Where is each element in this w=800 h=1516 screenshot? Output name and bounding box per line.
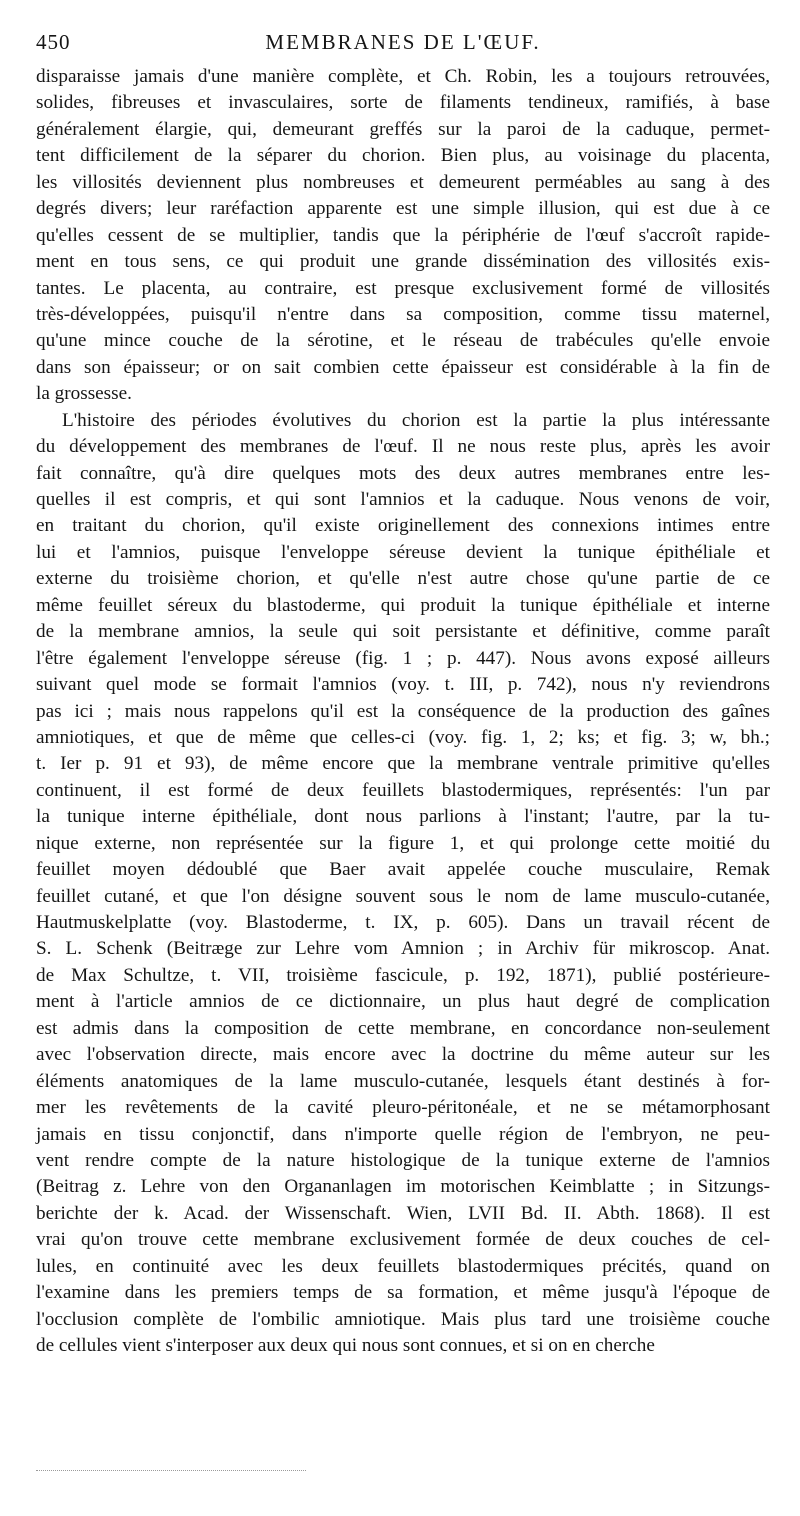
- text-line: de la membrane amnios, la seule qui soit persistante et définitive, comme paraît: [36, 621, 770, 643]
- text-line: jamais en tissu conjonctif, dans n'importe quelle région de l'embryon, ne peu-: [36, 1123, 770, 1145]
- text-line: nique externe, non représentée sur la figure 1, et qui prolonge cette moitié du: [36, 832, 770, 854]
- running-title: MEMBRANES DE L'ŒUF.: [265, 30, 541, 54]
- text-line: quelles il est compris, et qui sont l'amnios et la caduque. Nous venons de voir,: [36, 489, 770, 510]
- text-line: dans son épaisseur; or on sait combien cette épaisseur est considérable à la fin de: [36, 356, 770, 378]
- text-line: l'être également l'enveloppe séreuse (fig. 1 ; p. 447). Nous avons exposé ailleurs: [36, 647, 770, 669]
- text-line: feuillet moyen dédoublé que Baer avait appelée couche musculaire, Remak: [36, 859, 770, 881]
- text-line: disparaisse jamais d'une manière complète, et Ch. Robin, les a toujours retrouvées,: [36, 66, 770, 87]
- text-line: (Beitrag z. Lehre von den Organanlagen im motorischen Keimblatte ; in Sitzungs-: [36, 1176, 770, 1198]
- text-line: externe du troisième chorion, et qu'elle n'est autre chose qu'une partie de ce: [36, 568, 770, 590]
- text-line: la grossesse.: [36, 383, 132, 405]
- text-line: vrai qu'on trouve cette membrane exclusivement formée de deux couches de cel-: [36, 1229, 770, 1251]
- text-line: en traitant du chorion, qu'il existe originellement des connexions intimes entre: [36, 515, 770, 537]
- text-line: ment à l'article amnios de ce dictionnaire, un plus haut degré de complication: [36, 991, 770, 1013]
- text-line: du développement des membranes de l'œuf. Il ne nous reste plus, après les avoir: [36, 436, 770, 458]
- text-line: tantes. Le placenta, au contraire, est presque exclusivement formé de villosités: [36, 277, 770, 299]
- footer-rule: [36, 1470, 306, 1471]
- running-header: [36, 30, 770, 60]
- text-line: S. L. Schenk (Beitræge zur Lehre vom Amnion ; in Archiv für mikroscop. Anat.: [36, 938, 770, 960]
- text-line: avec l'observation directe, mais encore avec la doctrine du même auteur sur les: [36, 1044, 770, 1066]
- text-line: solides, fibreuses et invasculaires, sorte de filaments tendineux, ramifiés, à base: [36, 92, 770, 114]
- paragraph: [36, 408, 770, 1360]
- text-line: degrés divers; leur raréfaction apparente est une simple illusion, qui est due à ce: [36, 198, 770, 220]
- text-line: lules, en continuité avec les deux feuillets blastodermiques précités, quand on: [36, 1255, 770, 1277]
- body-text: [36, 64, 770, 1359]
- page-number: 450: [36, 30, 71, 54]
- text-line: les villosités deviennent plus nombreuses et demeurent perméables au sang à des: [36, 171, 770, 193]
- text-line: qu'elles cessent de se multiplier, tandis que la périphérie de l'œuf s'accroît rapide-: [36, 224, 770, 246]
- text-line: pas ici ; mais nous rappelons qu'il est la conséquence de la production des gaînes: [36, 700, 770, 722]
- text-line: fait connaître, qu'à dire quelques mots des deux autres membranes entre les-: [36, 462, 770, 484]
- text-line: Hautmuskelplatte (voy. Blastoderme, t. IX, p. 605). Dans un travail récent de: [36, 912, 770, 933]
- text-line: est admis dans la composition de cette membrane, en concordance non-seulement: [36, 1017, 770, 1039]
- text-line: de Max Schultze, t. VII, troisième fascicule, p. 192, 1871), publié postérieure-: [36, 964, 770, 986]
- text-line: qu'une mince couche de la sérotine, et le réseau de trabécules qu'elle envoie: [36, 330, 770, 352]
- text-line: l'occlusion complète de l'ombilic amniotique. Mais plus tard une troisième couche: [36, 1308, 770, 1330]
- text-line: L'histoire des périodes évolutives du chorion est la partie la plus intéressante: [62, 409, 770, 431]
- text-line: t. Ier p. 91 et 93), de même encore que la membrane ventrale primitive qu'elles: [36, 753, 770, 775]
- text-line: tent difficilement de la séparer du chorion. Bien plus, au voisinage du placenta,: [36, 145, 770, 167]
- text-line: berichte der k. Acad. der Wissenschaft. Wien, LVII Bd. II. Abth. 1868). Il est: [36, 1202, 770, 1224]
- text-line: généralement élargie, qui, demeurant greffés sur la paroi de la caduque, permet-: [36, 118, 770, 140]
- text-line: mer les revêtements de la cavité pleuro-péritonéale, et ne se métamorphosant: [36, 1097, 770, 1119]
- text-line: très-développées, puisqu'il n'entre dans sa composition, comme tissu maternel,: [36, 303, 770, 325]
- text-line: feuillet cutané, et que l'on désigne souvent sous le nom de lame musculo-cutanée,: [36, 885, 770, 907]
- text-line: même feuillet séreux du blastoderme, qui produit la tunique épithéliale et interne: [36, 594, 770, 616]
- text-line: la tunique interne épithéliale, dont nous parlions à l'instant; l'autre, par la tu-: [36, 806, 770, 828]
- text-line: amniotiques, et que de même que celles-ci (voy. fig. 1, 2; ks; et fig. 3; w, bh.;: [36, 726, 770, 748]
- text-line: continuent, il est formé de deux feuillets blastodermiques, représentés: l'un par: [36, 779, 770, 801]
- text-line: éléments anatomiques de la lame musculo-cutanée, lesquels étant destinés à for-: [36, 1070, 770, 1092]
- text-line: de cellules vient s'interposer aux deux qui nous sont connues, et si on en cherche: [36, 1335, 655, 1356]
- text-line: l'examine dans les premiers temps de sa formation, et même jusqu'à l'époque de: [36, 1282, 770, 1304]
- text-line: vent rendre compte de la nature histologique de la tunique externe de l'amnios: [36, 1149, 770, 1171]
- text-line: suivant quel mode se formait l'amnios (voy. t. III, p. 742), nous n'y reviendrons: [36, 674, 770, 696]
- text-line: lui et l'amnios, puisque l'enveloppe séreuse devient la tunique épithéliale et: [36, 541, 770, 563]
- paragraph: [36, 64, 770, 408]
- text-line: ment en tous sens, ce qui produit une grande dissémination des villosités exis-: [36, 251, 770, 273]
